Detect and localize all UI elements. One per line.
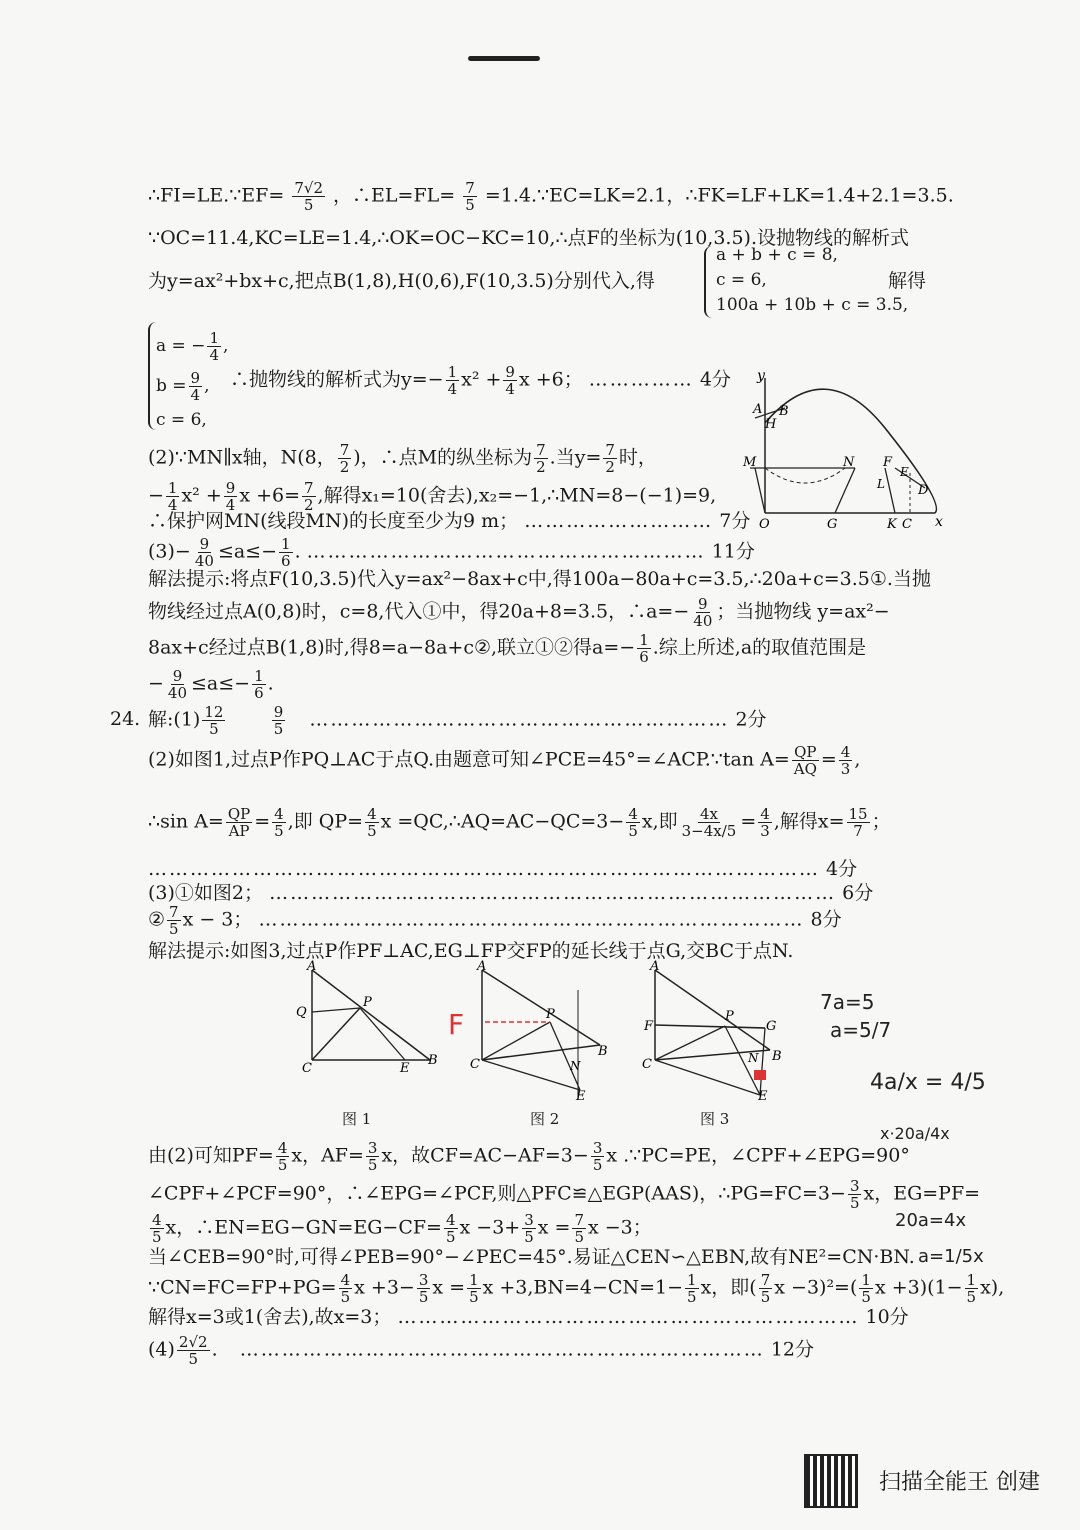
system-line: c = 6,	[716, 270, 767, 290]
point-label: A	[650, 960, 660, 974]
axis-label-y: y	[757, 368, 765, 384]
point-label: F	[883, 455, 893, 470]
point-label: E	[758, 1089, 768, 1100]
handwritten-note: 20a=4x	[895, 1210, 967, 1231]
text-line: ∵CN=FC=FP+PG= $\frac{4}{5}$ x +3− $\frac{3}{5}$ x = $\frac{1}{5}$ x +3,BN=4−CN=1− $\frac{1}{5}$ x，即( $\frac{7}{5}$ x −3)²=( $\frac{1}{5}$ x +3)(1− $\frac{1}{5}$ x),	[148, 1271, 1005, 1306]
handwritten-note: x·20a/4x	[880, 1124, 950, 1143]
text-line: 由(2)可知PF= $\frac{4}{5}$ x，AF= $\frac{3}{5}$ x，故CF=AC−AF=3− $\frac{3}{5}$ x .∵PC=PE，∠CPF+∠EPG=90°	[148, 1139, 910, 1174]
point-label: E	[576, 1089, 586, 1100]
system-line: b = $\frac{9}{4}$ ,	[156, 369, 210, 404]
text-line: ∴保护网MN(线段MN)的长度至少为9 m； ……………………… 7分	[148, 510, 751, 532]
parabola-graph	[735, 368, 945, 533]
figure-1	[290, 960, 450, 1080]
point-label: N	[843, 455, 855, 470]
point-label: B	[772, 1049, 782, 1064]
point-label: G	[766, 1019, 777, 1034]
point-label: G	[827, 517, 838, 532]
point-label: P	[546, 1007, 555, 1022]
point-label: A	[477, 960, 487, 974]
handwritten-note: a=1/5x	[918, 1246, 984, 1267]
text-line: ② $\frac{7}{5}$ x − 3； …………………………………………………………………… 8分	[148, 903, 842, 938]
point-label: O	[759, 517, 770, 532]
point-label: N	[748, 1051, 759, 1065]
text-line: 解法提示:如图3,过点P作PF⊥AC,EG⊥FP交FP的延长线于点G,交BC于点N.	[148, 940, 794, 962]
handwritten-note: 4a/x = 4/5	[870, 1070, 986, 1095]
point-label: P	[363, 995, 372, 1010]
figure-caption: 图 3	[700, 1110, 730, 1128]
text-line: ∴抛物线的解析式为y=− $\frac{1}{4}$ x² + $\frac{9}{4}$ x +6； …………… 4分	[230, 363, 731, 398]
figure-caption: 图 1	[342, 1110, 372, 1128]
text-line: (3)①如图2； ……………………………………………………………………… 6分	[148, 882, 874, 904]
system-line: 100a + 10b + c = 3.5,	[716, 295, 909, 315]
point-label: C	[302, 1061, 312, 1076]
point-label: E	[400, 1061, 410, 1076]
point-label: C	[470, 1057, 480, 1072]
point-label: B	[779, 404, 789, 419]
text-line: ∵OC=11.4,KC=LE=1.4,∴OK=OC−KC=10,∴点F的坐标为(10,3.5).设抛物线的解析式	[148, 227, 910, 249]
point-label: A	[307, 960, 317, 974]
text-line: 解得	[888, 270, 927, 292]
point-label: M	[743, 455, 757, 470]
brace	[704, 246, 716, 318]
point-label: C	[902, 517, 912, 532]
text-line: − $\frac{1}{4}$ x² + $\frac{9}{4}$ x +6= $\frac{7}{2}$ ,解得x₁=10(舍去),x₂=−1,∴MN=8−(−1)=9,	[148, 479, 717, 514]
text-line: 解:(1) $\frac{12}{5}$ $\frac{9}{5}$ …………………………………………………… 2分	[148, 703, 767, 738]
point-label: H	[765, 417, 777, 432]
system-line: a + b + c = 8,	[716, 245, 838, 265]
text-line: $\frac{4}{5}$ x，∴EN=EG−GN=EG−CF= $\frac{4}{5}$ x −3+ $\frac{3}{5}$ x = $\frac{7}{5}$ x −3；	[152, 1211, 652, 1246]
system-line: c = 6,	[156, 410, 207, 430]
point-label: E	[900, 465, 909, 479]
point-label: K	[887, 517, 897, 532]
point-label: F	[644, 1019, 654, 1034]
text-line: 物线经过点A(0,8)时，c=8,代入①中，得20a+8=3.5，∴a=− $\frac{9}{40}$ ；当抛物线 y=ax²−	[148, 595, 890, 630]
text-line: (2)∵MN∥x轴，N(8， $\frac{7}{2}$ )，∴点M的纵坐标为 $\frac{7}{2}$ .当y= $\frac{7}{2}$ 时，	[148, 441, 657, 476]
point-label: C	[642, 1057, 652, 1072]
top-mark	[468, 56, 540, 61]
system-line: a = − $\frac{1}{4}$ ,	[156, 329, 229, 364]
fraction: $\frac{7}{5}$	[465, 179, 475, 214]
question-number: 24.	[110, 708, 141, 730]
text-line: − $\frac{9}{40}$ ≤a≤− $\frac{1}{6}$ .	[148, 667, 274, 702]
point-label: B	[428, 1053, 438, 1068]
handwritten-note: 7a=5	[820, 990, 875, 1014]
text-line: (2)如图1,过点P作PQ⊥AC于点Q.由题意可知∠PCE=45°=∠ACP.∵tan A= $\frac{QP}{AQ}$ = $\frac{4}{3}$ ,	[148, 743, 861, 778]
scanner-watermark: 扫描全能王 创建	[879, 1470, 1040, 1495]
text-line: 解得x=3或1(舍去),故x=3； ………………………………………………………… 10分	[148, 1306, 909, 1328]
point-label: B	[598, 1044, 608, 1059]
text-line: 当∠CEB=90°时,可得∠PEB=90°−∠PEC=45°.易证△CEN∽△EBN,故有NE²=CN·BN.	[148, 1246, 915, 1268]
point-label: D	[918, 483, 929, 498]
handwritten-note: a=5/7	[830, 1018, 892, 1042]
figure-3	[630, 960, 800, 1100]
text-line: …………………………………………………………………………………… 4分	[148, 858, 858, 880]
text-line: 解法提示:将点F(10,3.5)代入y=ax²−8ax+c中,得100a−80a+c=3.5,∴20a+c=3.5①.当抛	[148, 568, 931, 590]
text-line: ∴FI=LE.∵EF= $\frac{7√2}{5}$ ，∴EL=FL= $\frac{7}{5}$ =1.4.∵EC=LK=2.1，∴FK=LF+LK=1.4+2.1=3.5.	[148, 179, 954, 214]
text-line: 8ax+c经过点B(1,8)时,得8=a−8a+c②,联立①②得a=− $\frac{1}{6}$ .综上所述,a的取值范围是	[148, 631, 867, 666]
text-line: 为y=ax²+bx+c,把点B(1,8),H(0,6),F(10,3.5)分别代入,得	[148, 270, 655, 292]
figure-caption: 图 2	[530, 1110, 560, 1128]
fraction: $\frac{7√2}{5}$	[294, 179, 323, 214]
point-label: N	[570, 1059, 581, 1073]
text-line: ∴sin A= $\frac{QP}{AP}$ = $\frac{4}{5}$ ,即 QP= $\frac{4}{5}$ x =QC,∴AQ=AC−QC=3− $\frac{4}{5}$ x,即 $\frac{4x}{3-4x/5}$ = $\frac{4}{3}$ ,解得x= $\frac{15}{7}$ ；	[148, 805, 891, 840]
text-line: (4) $\frac{2√2}{5}$ . ………………………………………………………………… 12分	[148, 1333, 814, 1368]
handwritten-mark: F	[448, 1008, 465, 1041]
point-label: A	[753, 402, 763, 417]
point-label: Q	[296, 1005, 307, 1020]
point-label: L	[877, 477, 885, 491]
text-line: (3)− $\frac{9}{40}$ ≤a≤− $\frac{1}{6}$ . ………………………………………………… 11分	[148, 535, 755, 570]
axis-label-x: x	[935, 514, 943, 530]
qr-code-icon	[804, 1454, 858, 1508]
figure-2	[460, 960, 620, 1100]
point-label: P	[725, 1009, 734, 1024]
text-line: ∠CPF+∠PCF=90°，∴∠EPG=∠PCF,则△PFC≌△EGP(AAS)，∴PG=FC=3− $\frac{3}{5}$ x，EG=PF=	[148, 1177, 981, 1212]
